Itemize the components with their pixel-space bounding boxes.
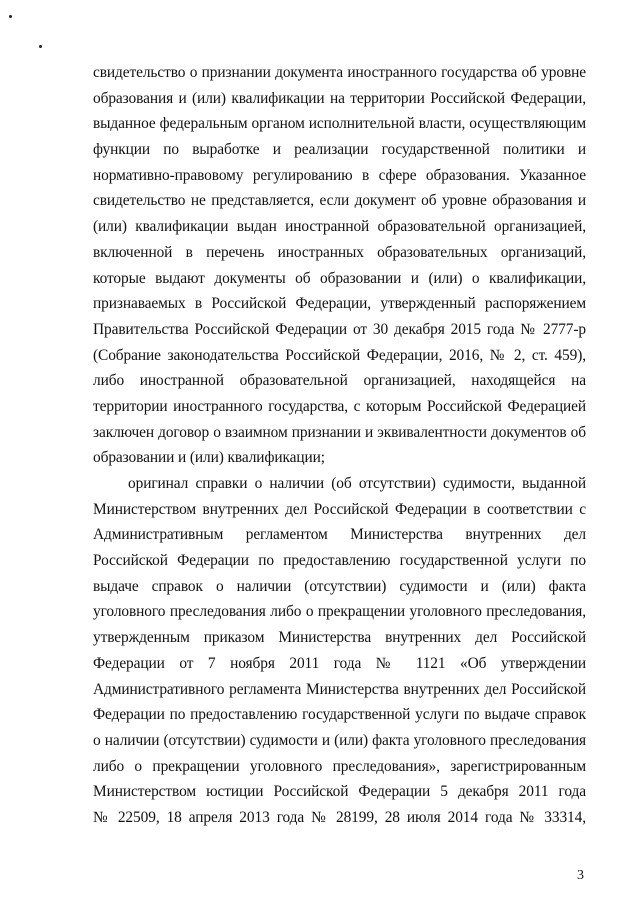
text-line: утвержденным приказом Министерства внутренних дел Российской — [93, 629, 586, 647]
text-line: Министерством внутренних дел Российской Федерации в соответствии с — [93, 500, 586, 518]
text-line: Министерством юстиции Российской Федерации 5 декабря 2011 года — [93, 783, 586, 801]
text-line: свидетельство не представляется, если документ об уровне образования и — [93, 192, 586, 210]
text-line: оригинал справки о наличии (об отсутствии) судимости, выданной — [128, 475, 586, 492]
text-line: Административным регламентом Министерства внутренних дел — [93, 526, 586, 544]
text-line: выдаче справок о наличии (отсутствии) судимости и (или) факта — [93, 577, 586, 595]
text-line: территории иностранного государства, с которым Российской Федерацией — [93, 397, 586, 415]
text-line: (Собрание законодательства Российской Федерации, 2016, № 2, ст. 459), — [93, 346, 586, 364]
text-line: (или) квалификации выдан иностранной образовательной организацией, — [93, 218, 586, 236]
document-body — [93, 60, 586, 831]
text-line: о наличии (отсутствии) судимости и (или) факта уголовного преследования — [93, 731, 586, 749]
text-line: которые выдают документы об образовании и (или) о квалификации, — [93, 269, 586, 287]
text-line: включенной в перечень иностранных образовательных организаций, — [93, 243, 586, 261]
page-number: 3 — [577, 868, 584, 883]
text-line: Российской Федерации по предоставлению государственной услуги по — [93, 552, 586, 570]
scan-speck — [39, 45, 42, 48]
text-line: Административного регламента Министерства внутренних дел Российской — [93, 680, 586, 698]
text-line: заключен договор о взаимном признании и эквивалентности документов об — [93, 423, 586, 441]
text-line: уголовного преследования либо о прекращении уголовного преследования, — [93, 603, 586, 621]
scan-speck — [9, 15, 12, 18]
text-line: образования и (или) квалификации на территории Российской Федерации, — [93, 89, 586, 107]
text-line: Федерации от 7 ноября 2011 года № 1121 «Об утверждении — [93, 654, 586, 672]
text-line: выданное федеральным органом исполнительной власти, осуществляющим — [93, 115, 586, 133]
text-line: признаваемых в Российской Федерации, утвержденный распоряжением — [93, 295, 586, 313]
text-line: либо иностранной образовательной организацией, находящейся на — [93, 372, 586, 390]
text-line: функции по выработке и реализации государственной политики и — [93, 141, 586, 159]
text-line: № 22509, 18 апреля 2013 года № 28199, 28 июля 2014 года № 33314, — [93, 808, 586, 826]
text-line: нормативно-правовому регулированию в сфере образования. Указанное — [93, 166, 586, 184]
text-line: либо о прекращении уголовного преследования», зарегистрированным — [93, 757, 586, 775]
text-line: Правительства Российской Федерации от 30 декабря 2015 года № 2777-р — [93, 320, 586, 338]
text-line: свидетельство о признании документа иностранного государства об уровне — [93, 64, 586, 81]
text-line: Федерации по предоставлению государственной услуги по выдаче справок — [93, 706, 586, 724]
text-line: образовании и (или) квалификации; — [93, 449, 325, 467]
